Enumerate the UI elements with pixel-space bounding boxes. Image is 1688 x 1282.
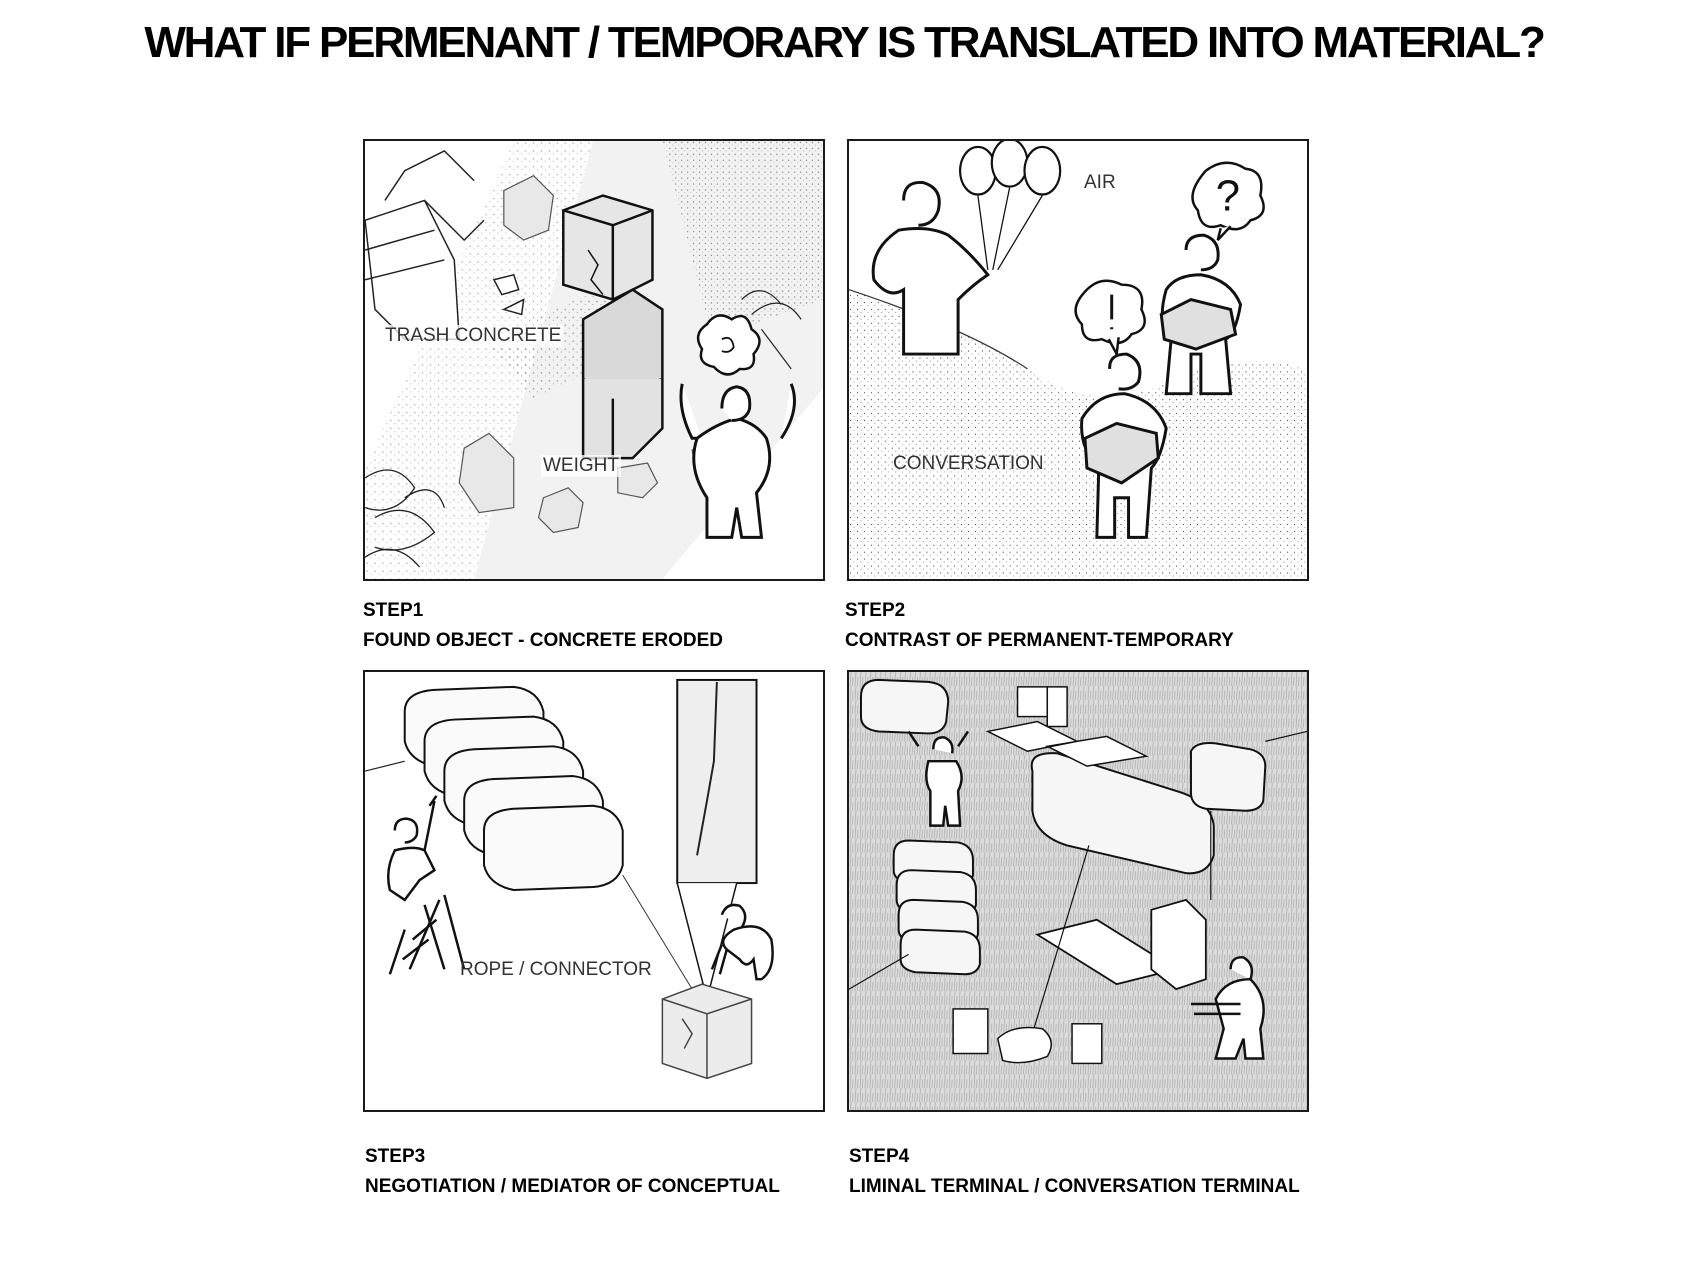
label-conversation: CONVERSATION [893, 453, 1044, 474]
exclamation-bubble-icon [1076, 281, 1145, 354]
step3-label: STEP3 [365, 1146, 426, 1167]
step1-label: STEP1 [363, 600, 424, 621]
concrete-block-icon [662, 984, 751, 1078]
step2-drawing [849, 141, 1307, 579]
step4-caption: LIMINAL TERMINAL / CONVERSATION TERMINAL [849, 1176, 1300, 1197]
panel-step1-illustration [363, 139, 825, 581]
step2-label: STEP2 [845, 600, 906, 621]
panel-step3-illustration [363, 670, 825, 1112]
concrete-block-icon [563, 196, 652, 300]
step4-drawing [849, 672, 1307, 1110]
label-rope-connector: ROPE / CONNECTOR [460, 959, 652, 980]
thought-bubble-icon [698, 315, 759, 374]
label-weight: WEIGHT [543, 455, 619, 476]
page-title: WHAT IF PERMENANT / TEMPORARY IS TRANSLATED INTO MATERIAL? [144, 18, 1544, 67]
label-air: AIR [1084, 172, 1116, 193]
label-trash-concrete: TRASH CONCRETE [385, 325, 562, 346]
step3-caption: NEGOTIATION / MEDIATOR OF CONCEPTUAL [365, 1176, 780, 1197]
person-figure-icon [388, 796, 436, 900]
question-mark-icon: ? [1215, 172, 1240, 221]
step1-caption: FOUND OBJECT - CONCRETE ERODED [363, 630, 723, 651]
sandbag-stack-icon [405, 687, 623, 890]
step4-label: STEP4 [849, 1146, 910, 1167]
balloons-icon [960, 141, 1060, 270]
step3-drawing [365, 672, 823, 1110]
step1-drawing [365, 141, 823, 579]
panel-step2-illustration [847, 139, 1309, 581]
panel-step4-illustration [847, 670, 1309, 1112]
detail-inset [677, 680, 756, 883]
sandbag-stack-icon [894, 840, 980, 974]
ladder-icon [390, 895, 464, 974]
concrete-block-icon [583, 290, 662, 458]
step2-caption: CONTRAST OF PERMANENT-TEMPORARY [845, 630, 1234, 651]
